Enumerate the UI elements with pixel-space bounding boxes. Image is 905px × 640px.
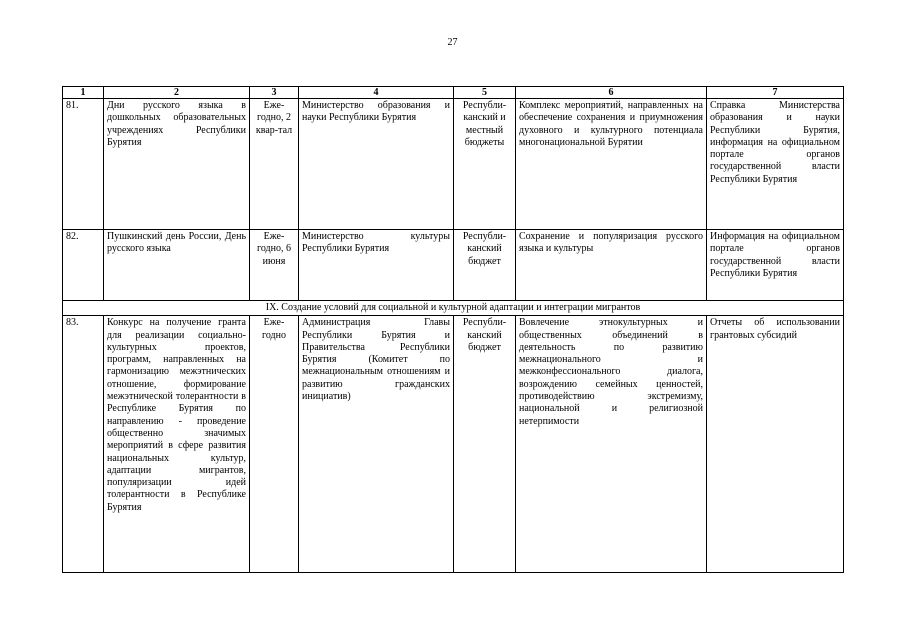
term-cell: Еже-годно, 2 квар-тал: [250, 99, 299, 230]
funding-cell: Республи-канский и местный бюджеты: [454, 99, 516, 230]
row-number-cell: 82.: [63, 230, 104, 301]
table-row: [63, 316, 844, 573]
column-header: 1: [63, 87, 104, 99]
row-number-cell: 83.: [63, 316, 104, 573]
funding-cell: Республи-канский бюджет: [454, 230, 516, 301]
term-cell: Еже-годно, 6 июня: [250, 230, 299, 301]
header-row: [63, 87, 844, 99]
table-row: [63, 230, 844, 301]
column-header: 7: [707, 87, 844, 99]
report-cell: Информация на официальном портале органов государственной власти Республики Бурятия: [707, 230, 844, 301]
report-cell: Справка Министерства образования и науки Республики Бурятия, информация на официальном портале органов государственной власти Республики Бурятия: [707, 99, 844, 230]
term-cell: Еже-годно: [250, 316, 299, 573]
event-cell: Конкурс на получение гранта для реализации социально-культурных проектов, программ, направленных на гармонизацию межэтнических отношение, формирование межэтнической толерантности в Республике Бурятия по направлению - проведение общественно значимых мероприятий в сфере развития национальных культур, адаптации мигрантов, популяризации идей толерантности в Республике Бурятия: [104, 316, 250, 573]
event-cell: Пушкинский день России, День русского языка: [104, 230, 250, 301]
result-cell: Вовлечение этнокультурных и общественных объединений в деятельность по развитию межнационального и межконфессионального диалога, возрождению семейных ценностей, противодействию экстремизму, национальной и религиозной нетерпимости: [516, 316, 707, 573]
report-cell: Отчеты об использовании грантовых субсидий: [707, 316, 844, 573]
section-title: IX. Создание условий для социальной и культурной адаптации и интеграции мигрантов: [63, 301, 844, 316]
row-number-cell: 81.: [63, 99, 104, 230]
column-header: 4: [299, 87, 454, 99]
column-header: 6: [516, 87, 707, 99]
result-cell: Комплекс мероприятий, направленных на обеспечение сохранения и приумножения духовного и культурного потенциала многонациональной Бурятии: [516, 99, 707, 230]
funding-cell: Республи-канский бюджет: [454, 316, 516, 573]
event-cell: Дни русского языка в дошкольных образовательных учреждениях Республики Бурятия: [104, 99, 250, 230]
page-number: 27: [447, 37, 458, 48]
section-row: [63, 301, 844, 316]
result-cell: Сохранение и популяризация русского языка и культуры: [516, 230, 707, 301]
table-row: [63, 99, 844, 230]
executor-cell: Министерство образования и науки Республики Бурятия: [299, 99, 454, 230]
column-header: 5: [454, 87, 516, 99]
events-table: [62, 86, 844, 573]
executor-cell: Министерство культуры Республики Бурятия: [299, 230, 454, 301]
column-header: 3: [250, 87, 299, 99]
column-header: 2: [104, 87, 250, 99]
executor-cell: Администрация Главы Республики Бурятия и Правительства Республики Бурятия (Комитет по межнациональным отношениям и развитию гражданских инициатив): [299, 316, 454, 573]
